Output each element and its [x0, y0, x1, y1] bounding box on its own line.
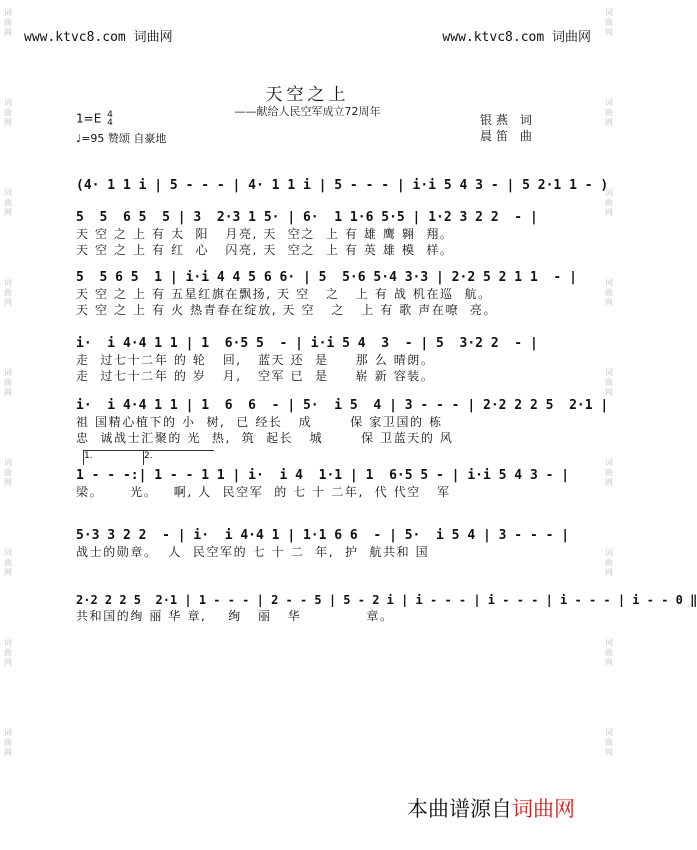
watermark-glyph: 曲 — [605, 198, 613, 207]
site-header-right: www.ktvc8.com 词曲网 — [442, 30, 591, 45]
notes-line: 5 5 6 5 5 | 3 2·3 1 5· | 6· 1 1·6 5·5 | 1·2 3 2 2 - | — [76, 210, 538, 225]
score-system-1 — [76, 210, 546, 258]
watermark-glyph: 网 — [605, 388, 613, 397]
watermark-glyph: 曲 — [605, 108, 613, 117]
score-system-7 — [76, 592, 697, 624]
watermark-glyph: 曲 — [605, 18, 613, 27]
watermark-glyph: 词 — [4, 188, 12, 197]
lyric-line-1: 天 空 之 上 有 太 阳 月亮, 天 空之 上 有 雄 鹰 翱 翔。 — [76, 227, 454, 241]
watermark-glyph: 词 — [605, 278, 613, 287]
tempo-marking: ♩=95 赞颂 自豪地 — [76, 132, 167, 145]
watermark-glyph: 曲 — [4, 198, 12, 207]
time-denominator: 4 — [107, 118, 113, 128]
watermark-glyph: 网 — [4, 478, 12, 487]
footer-brand: 词曲网 — [512, 797, 575, 821]
watermark-glyph-group — [603, 638, 615, 668]
watermark-glyph: 词 — [605, 458, 613, 467]
lyric-line-2: 天 空 之 上 有 火 热青春在绽放, 天 空 之 上 有 歌 声在嘹 亮。 — [76, 303, 498, 317]
watermark-glyph: 词 — [605, 638, 613, 647]
notes-line: i· i 4·4 1 1 | 1 6 6 - | 5· i 5 4 | 3 - - - | 2·2 2 2 5 2·1 | — [76, 398, 609, 413]
song-title: 天空之上 — [265, 85, 350, 105]
watermark-column-right — [601, 0, 615, 850]
lyric-line-1: 战士的勋章。 人 民空军的 七 十 二 年, 护 航共和 国 — [76, 545, 430, 559]
watermark-glyph: 曲 — [4, 738, 12, 747]
watermark-glyph: 网 — [605, 568, 613, 577]
watermark-glyph: 网 — [4, 568, 12, 577]
score-system-3 — [76, 336, 546, 384]
watermark-glyph: 曲 — [605, 558, 613, 567]
watermark-glyph: 网 — [605, 208, 613, 217]
watermark-glyph: 曲 — [4, 378, 12, 387]
volta-first-ending — [83, 450, 144, 465]
watermark-glyph: 词 — [4, 8, 12, 17]
watermark-glyph: 曲 — [4, 648, 12, 657]
composer-credit: 晨笛 曲 — [480, 129, 536, 143]
lyric-line-1: 祖 国精心植下的 小 树, 已 经长 成 保 家卫国的 栋 — [76, 415, 443, 429]
notes-line: 5·3 3 2 2 - | i· i 4·4 1 | 1·1 6 6 - | 5· i 5 4 | 3 - - - | — [76, 528, 570, 543]
watermark-glyph-group — [2, 458, 14, 488]
watermark-glyph-group — [603, 548, 615, 578]
watermark-glyph: 网 — [4, 388, 12, 397]
song-subtitle: ——献给人民空军成立72周年 — [234, 105, 381, 118]
watermark-glyph: 词 — [4, 458, 12, 467]
watermark-glyph-group — [603, 368, 615, 398]
score-system-2 — [76, 270, 577, 318]
key-signature — [76, 111, 113, 127]
lyric-line-2: 忠 诚战士汇聚的 光 热, 筑 起长 城 保 卫蓝天的 风 — [76, 431, 454, 445]
lyricist-credit: 银燕 词 — [480, 113, 536, 127]
site-header-left: www.ktvc8.com 词曲网 — [24, 30, 173, 45]
watermark-glyph: 网 — [4, 748, 12, 757]
watermark-column-left — [0, 0, 14, 850]
watermark-glyph: 曲 — [605, 738, 613, 747]
watermark-glyph: 网 — [4, 658, 12, 667]
score-system-5 — [76, 468, 570, 500]
watermark-glyph: 网 — [605, 748, 613, 757]
watermark-glyph: 词 — [4, 548, 12, 557]
lyric-line-1: 天 空 之 上 有 五星红旗在飘扬, 天 空 之 上 有 战 机在巡 航。 — [76, 287, 492, 301]
watermark-glyph: 曲 — [605, 378, 613, 387]
watermark-glyph: 词 — [4, 638, 12, 647]
watermark-glyph: 网 — [4, 28, 12, 37]
time-signature — [107, 111, 113, 127]
watermark-glyph: 网 — [4, 208, 12, 217]
notes-line: i· i 4·4 1 1 | 1 6·5 5 - | i·i 5 4 3 - | 5 3·2 2 - | — [76, 336, 538, 351]
watermark-glyph-group — [603, 278, 615, 308]
watermark-glyph-group — [603, 8, 615, 38]
watermark-glyph: 曲 — [4, 108, 12, 117]
watermark-glyph: 曲 — [605, 468, 613, 477]
watermark-glyph: 网 — [605, 658, 613, 667]
watermark-glyph: 词 — [605, 188, 613, 197]
volta-second-ending — [143, 450, 214, 465]
watermark-glyph: 词 — [605, 548, 613, 557]
watermark-glyph-group — [603, 458, 615, 488]
notes-line: 1 - - -:| 1 - - 1 1 | i· i 4 1·1 | 1 6·5 5 - | i·i 5 4 3 - | — [76, 468, 570, 483]
intro-line: (4· 1 1 i | 5 - - - | 4· 1 1 i | 5 - - - | i·i 5 4 3 - | 5 2·1 1 - ) — [76, 178, 609, 193]
watermark-glyph: 曲 — [4, 468, 12, 477]
watermark-glyph-group — [2, 8, 14, 38]
notes-line: 5 5 6 5 1 | i·i 4 4 5 6 6· | 5 5·6 5·4 3·3 | 2·2 5 2 1 1 - | — [76, 270, 577, 285]
watermark-glyph: 词 — [605, 98, 613, 107]
watermark-glyph: 词 — [605, 368, 613, 377]
key-label: 1=E — [76, 111, 102, 126]
watermark-glyph: 网 — [605, 118, 613, 127]
watermark-glyph: 网 — [4, 118, 12, 127]
watermark-glyph-group — [2, 278, 14, 308]
lyric-line-2: 天 空 之 上 有 红 心 闪亮, 天 空之 上 有 英 雄 模 样。 — [76, 243, 454, 257]
watermark-glyph: 网 — [4, 298, 12, 307]
score-system-4 — [76, 398, 609, 446]
watermark-glyph: 网 — [605, 28, 613, 37]
watermark-glyph-group — [603, 728, 615, 758]
volta-first-label: 1. — [84, 451, 93, 461]
notes-line: 2·2 2 2 5 2·1 | 1 - - - | 2 - - 5 | 5 - 2 i | i - - - | i - - - | i - - - | i - - 0 ‖ — [76, 593, 697, 607]
watermark-glyph-group — [2, 728, 14, 758]
lyric-line-1: 梁。 光。 啊, 人 民空军 的 七 十 二年, 代 代空 军 — [76, 485, 451, 499]
watermark-glyph: 网 — [605, 478, 613, 487]
watermark-glyph: 词 — [4, 728, 12, 737]
watermark-glyph: 曲 — [4, 288, 12, 297]
lyric-line-1: 共和国的绚 丽 华 章, 绚 丽 华 章。 — [76, 609, 394, 623]
watermark-glyph: 曲 — [605, 288, 613, 297]
watermark-glyph: 曲 — [4, 558, 12, 567]
score-system-6 — [76, 528, 570, 560]
source-footer — [407, 793, 575, 823]
watermark-glyph: 词 — [605, 8, 613, 17]
watermark-glyph: 词 — [4, 98, 12, 107]
time-numerator: 4 — [107, 110, 113, 120]
watermark-glyph: 曲 — [4, 18, 12, 27]
watermark-glyph-group — [2, 188, 14, 218]
lyric-line-1: 走 过七十二年 的 轮 回, 蓝天 还 是 那 么 晴朗。 — [76, 353, 435, 367]
footer-prefix: 本曲谱源自 — [407, 797, 512, 821]
watermark-glyph: 词 — [4, 368, 12, 377]
watermark-glyph-group — [2, 638, 14, 668]
lyric-line-2: 走 过七十二年 的 岁 月, 空军 已 是 崭 新 容装。 — [76, 369, 435, 383]
watermark-glyph-group — [2, 368, 14, 398]
watermark-glyph: 曲 — [605, 648, 613, 657]
volta-second-label: 2. — [144, 451, 153, 461]
watermark-glyph-group — [2, 548, 14, 578]
watermark-glyph: 网 — [605, 298, 613, 307]
watermark-glyph: 词 — [4, 278, 12, 287]
watermark-glyph: 词 — [605, 728, 613, 737]
